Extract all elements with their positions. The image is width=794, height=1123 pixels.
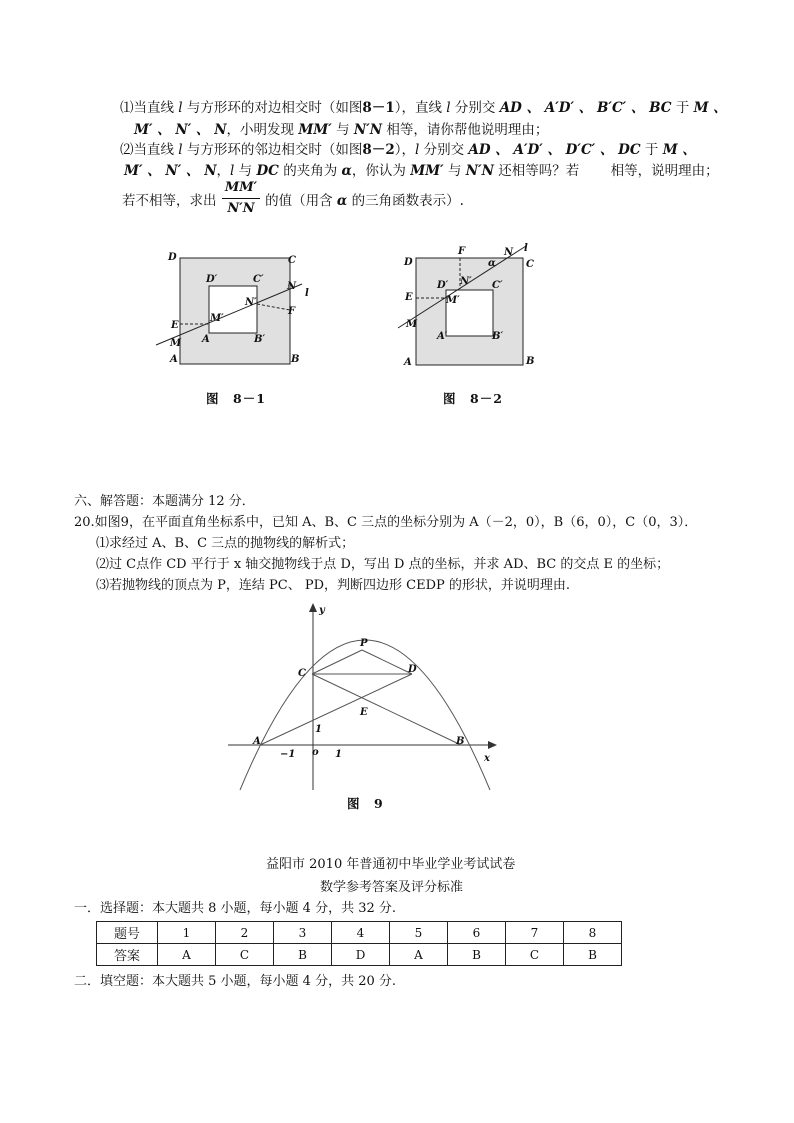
q19-part1-line1: ⑴当直线 l 与方形环的对边相交时（如图8－1），直线 l 分别交 AD 、 A′D′ 、 B′C′ 、 BC 于 M 、	[120, 100, 727, 116]
q19-part2-line1: ⑵当直线 l 与方形环的邻边相交时（如图8－2），l 分别交 AD 、 A′D′ 、 D′C′ 、 DC 于 M 、	[120, 142, 696, 158]
table-cell: D	[332, 944, 390, 966]
section-1-heading: 一．选择题：本大题共 8 小题，每小题 4 分，共 32 分.	[74, 901, 397, 916]
label-E: E	[360, 707, 368, 718]
inner-square	[209, 286, 257, 333]
q20-stem: 20.如图9，在平面直角坐标系中，已知 A、B、C 三点的坐标分别为 A（－2，0），B（6，0），C（0，3）．	[74, 515, 698, 530]
label-F: F	[458, 246, 466, 257]
label-D: D	[168, 252, 177, 263]
label-x: x	[484, 753, 490, 764]
table-cell: 8	[564, 922, 622, 944]
x-axis-arrow	[488, 741, 497, 749]
label-alpha: α	[488, 258, 496, 269]
figure-8-2-caption: 图 8－2	[443, 391, 503, 406]
label-E: E	[405, 292, 413, 303]
row-head-answer: 答案	[97, 944, 158, 966]
ratio-numerator: MM′	[224, 180, 258, 195]
label-N: N	[287, 281, 297, 292]
table-cell: 5	[390, 922, 448, 944]
label-C: C	[298, 668, 306, 679]
label-B: B	[456, 736, 465, 747]
label-B: B	[291, 354, 300, 365]
table-cell: A	[158, 944, 216, 966]
table-cell: 6	[448, 922, 506, 944]
label-A: A	[253, 736, 261, 747]
label-M: M	[170, 338, 182, 349]
q19-part2-line3: 若不相等，求出 的值（用含 α 的三角函数表示）.	[122, 193, 464, 209]
label-Nprime: N′	[245, 297, 257, 308]
table-cell: B	[448, 944, 506, 966]
table-cell: C	[216, 944, 274, 966]
label-Aprime: A	[202, 334, 210, 345]
label-Bprime: B′	[492, 331, 504, 342]
figure-9	[225, 600, 505, 795]
label-A: A	[170, 354, 178, 365]
ratio-denominator: N′N	[227, 201, 255, 216]
label-E: E	[171, 320, 179, 331]
section-6-heading: 六、解答题：本题满分 12 分．	[74, 494, 255, 509]
label-A: A	[404, 357, 412, 368]
label-Bprime: B′	[254, 334, 266, 345]
segment-AD	[260, 674, 412, 745]
label-y: y	[319, 605, 325, 616]
answer-table	[96, 921, 622, 966]
label-Cprime: C′	[253, 274, 264, 285]
label-C: C	[526, 259, 534, 270]
table-cell: C	[506, 944, 564, 966]
table-cell: 3	[274, 922, 332, 944]
y-axis-arrow	[309, 603, 317, 612]
table-cell: 7	[506, 922, 564, 944]
segment-BC	[312, 674, 461, 745]
label-one-x: 1	[335, 749, 342, 760]
q19-part2-line2: M′ 、 N′ 、 N，l 与 DC 的夹角为 α，你认为 MM′ 与 N′N 还相等吗？若 相等，说明理由；	[124, 163, 719, 179]
figure-9-caption: 图 9	[347, 796, 384, 811]
label-Dprime: D′	[437, 280, 449, 291]
label-N: N	[504, 247, 514, 258]
segment-CP	[312, 650, 362, 674]
label-Nprime: N′	[460, 276, 472, 287]
figure-8-2	[396, 240, 546, 375]
table-cell: 2	[216, 922, 274, 944]
figure-8-1-caption: 图 8－1	[206, 391, 266, 406]
section-2-heading: 二．填空题：本大题共 5 小题，每小题 4 分，共 20 分.	[74, 974, 397, 989]
label-M: M	[406, 319, 418, 330]
q20-part1: ⑴求经过 A、B、C 三点的抛物线的解析式；	[96, 536, 355, 551]
label-Mprime: M′	[446, 295, 460, 306]
q19-part1-line2: M′ 、 N′ 、 N，小明发现 MM′ 与 N′N 相等，请你帮他说明理由；	[134, 122, 549, 138]
label-D: D	[404, 257, 413, 268]
label-one-y: 1	[315, 724, 322, 735]
label-Dprime: D′	[206, 274, 218, 285]
q20-part3: ⑶若抛物线的顶点为 P，连结 PC、 PD，判断四边形 CEDP 的形状，并说明理由.	[96, 578, 571, 593]
answer-title-1: 益阳市 2010 年普通初中毕业学业考试试卷	[266, 857, 516, 872]
label-origin: o	[312, 747, 319, 758]
table-cell: B	[564, 944, 622, 966]
table-cell: A	[390, 944, 448, 966]
label-l: l	[305, 288, 309, 299]
row-head-number: 题号	[97, 922, 158, 944]
label-C: C	[288, 255, 296, 266]
table-row-answers	[97, 944, 622, 966]
label-F: F	[288, 306, 296, 317]
label-Cprime: C′	[492, 280, 503, 291]
q20-part2: ⑵过 C点作 CD 平行于 x 轴交抛物线于点 D，写出 D 点的坐标，并求 AD、BC 的交点 E 的坐标；	[96, 557, 670, 572]
label-D: D	[408, 664, 417, 675]
label-B: B	[526, 356, 535, 367]
table-cell: 1	[158, 922, 216, 944]
label-Aprime: A′	[437, 331, 448, 342]
label-neg-one: −1	[280, 749, 296, 760]
label-P: P	[360, 638, 368, 649]
table-row-numbers	[97, 922, 622, 944]
segment-PD	[362, 650, 412, 674]
table-cell: B	[274, 944, 332, 966]
answer-title-2: 数学参考答案及评分标准	[320, 880, 464, 895]
label-Mprime: M′	[210, 313, 224, 324]
ratio-fraction-bar	[222, 198, 260, 199]
label-l: l	[524, 243, 528, 254]
figure-8-1	[150, 248, 320, 373]
table-cell: 4	[332, 922, 390, 944]
